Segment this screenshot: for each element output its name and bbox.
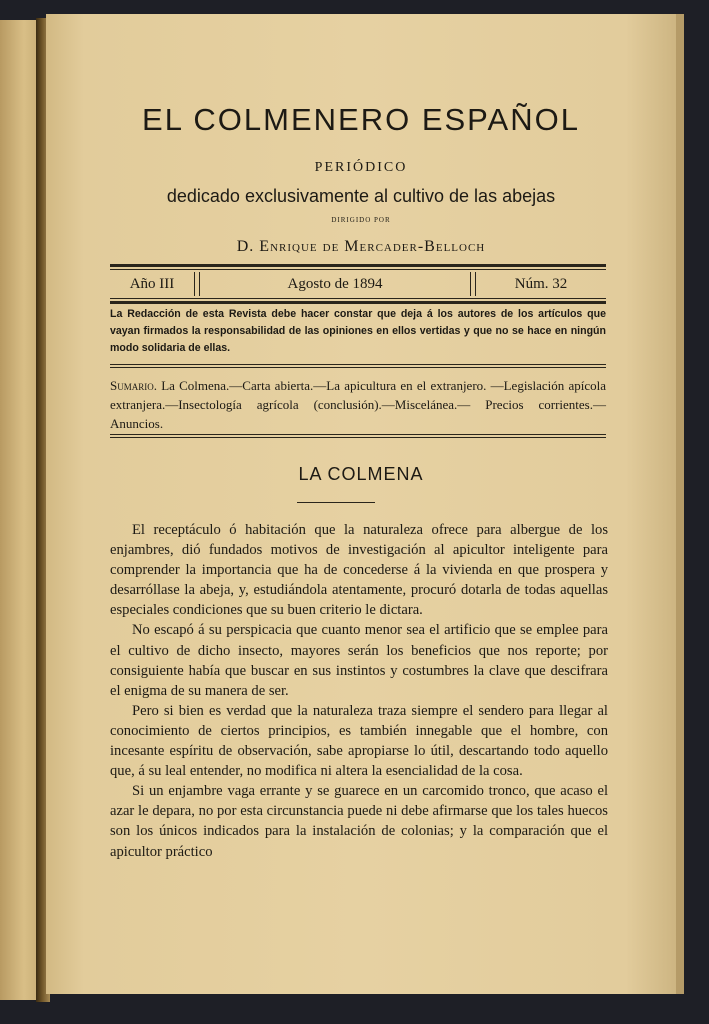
issue-year: Año III (129, 275, 175, 292)
article-paragraph: Si un enjambre vaga errante y se guarece en un carcomido tronco, que acaso el azar le depara, no por esta circunstancia puede ni debe afirmarse que los tales huecos son los únicos indicados para la instalación de colonias; y la comparación que el apicultor práctico (110, 783, 608, 860)
issue-number: Núm. 32 (514, 275, 568, 292)
issue-date: Agosto de 1894 (287, 275, 383, 292)
article-paragraph: Pero si bien es verdad que la naturaleza traza siempre el sendero para llegar al conocimiento de ciertos principios, es también innegable que el hombre, con incesante espíritu de observación, sabe apropiarse lo útil, descartando todo aquello que, á su leal entender, no modifica ni altera la esencialidad de la cosa. (110, 702, 608, 780)
summary-rule-bottom (110, 434, 606, 435)
table-of-contents (110, 376, 606, 433)
summary-rule-top (110, 364, 606, 365)
issue-info-bar (110, 270, 606, 298)
summary-label: Sumario. (110, 378, 157, 393)
directed-by-label: DIRIGIDO POR (331, 216, 391, 224)
article-body (110, 520, 608, 862)
issue-rule-bottom-thin (110, 298, 606, 299)
article-heading: LA COLMENA (298, 464, 424, 484)
issue-rule-bottom (110, 301, 606, 304)
journal-subtitle: dedicado exclusivamente al cultivo de las abejas (166, 186, 556, 206)
masthead-rule-top (110, 264, 606, 267)
journal-type: PERIÓDICO (314, 160, 408, 175)
page-edge (676, 14, 684, 994)
editorial-notice: La Redacción de esta Revista debe hacer constar que deja á los autores de los artículos que vayan firmados la responsabilidad de las opiniones en ellos vertidas y que no se hace en ningún modo solidaria de ellas. (110, 308, 606, 354)
article-paragraph: El receptáculo ó habitación que la naturaleza ofrece para albergue de los enjambres, dió fundados motivos de investigación al apicultor inteligente para comprender la importancia que ha de concederse á la vivienda en que prospera y desarróllase la abeja, y, estudiándola atentamente, procuró dotarla de todas aquellas especiales condiciones que su buen criterio le dictara. (110, 522, 608, 619)
previous-page-edge (0, 20, 40, 1000)
journal-title: EL COLMENERO ESPAÑOL (142, 102, 580, 137)
summary-text: La Colmena.—Carta abierta.—La apicultura en el extranjero. —Legislación apícola extranjera.—Insectología agrícola (conclusión).—Miscelánea.— Precios corrientes.—Anuncios. (110, 378, 607, 431)
editor-name: D. Enrique de Mercader-Belloch (236, 238, 486, 255)
summary-rule-top-2 (110, 367, 606, 368)
article-paragraph: No escapó á su perspicacia que cuanto menor sea el artificio que se emplee para el cultivo de dicho insecto, mayores serán los beneficios que nos reporte; por consiguiente había que buscar en sus instintos y costumbres la clave que descifrara el enigma de su manera de ser. (110, 622, 608, 699)
summary-rule-bottom-2 (110, 437, 606, 438)
page (46, 14, 676, 994)
heading-underline (297, 502, 375, 503)
